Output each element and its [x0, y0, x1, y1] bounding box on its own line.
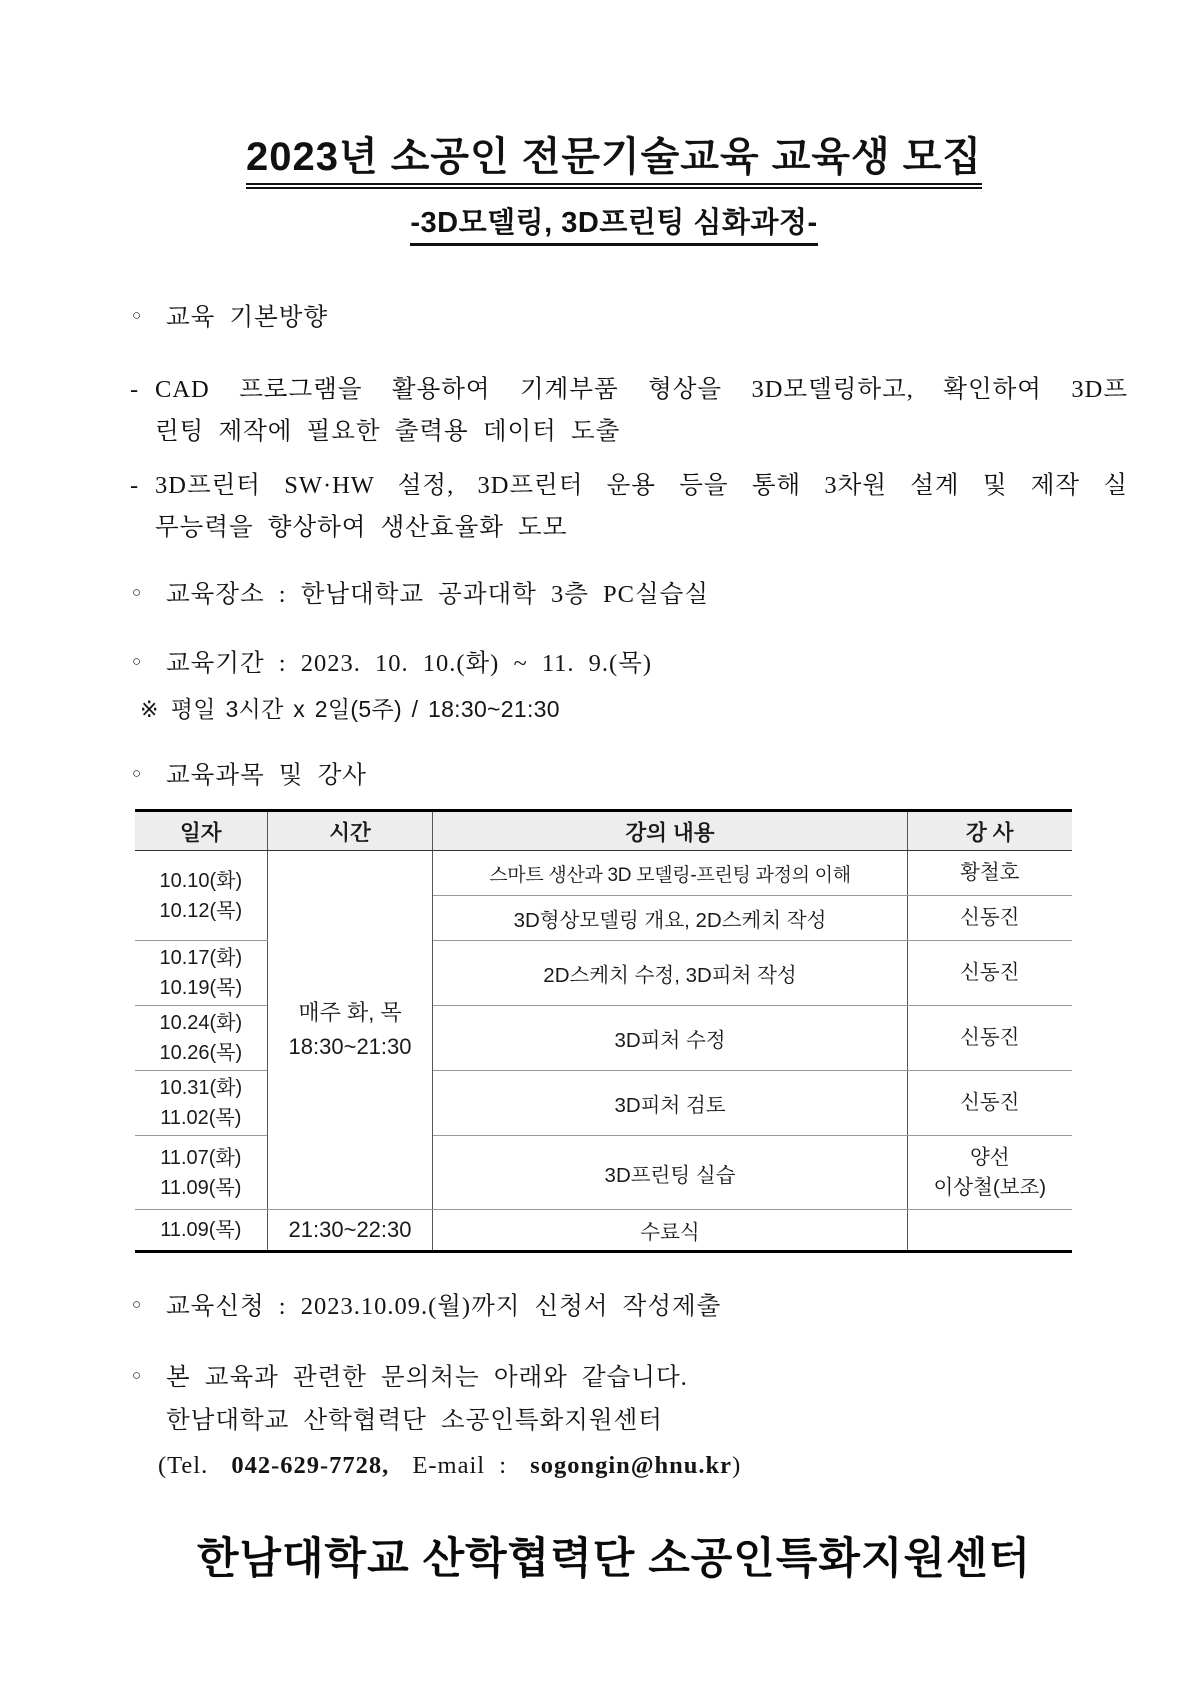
header-date: 일자: [135, 811, 267, 851]
instructor-cell: [907, 1136, 1072, 1210]
instructor-cell: 신동진: [907, 1071, 1072, 1136]
instructor-cell: 신동진: [907, 941, 1072, 1006]
section-direction-label: 교육 기본방향: [166, 304, 329, 332]
header-content: 강의 내용: [433, 811, 907, 851]
lecture-content-cell: 3D피처 수정: [433, 1006, 907, 1071]
section-curriculum-heading: [128, 760, 1100, 791]
email-label: E-mail :: [412, 1452, 508, 1480]
time-line: 18:30~21:30: [288, 1034, 412, 1060]
section-contact: [128, 1362, 1100, 1393]
instructor-cell: 신동진: [907, 896, 1072, 941]
circle-bullet: ○: [132, 308, 143, 325]
date-cell-group-3: [135, 1006, 267, 1071]
circle-bullet: ○: [132, 585, 143, 602]
instructor-line: 양선: [969, 1146, 1010, 1170]
circle-bullet: ○: [132, 654, 143, 671]
document-title: 2023년 소공인 전문기술교육 교육생 모집: [246, 134, 982, 189]
instructor-cell: 신동진: [907, 1006, 1072, 1071]
date-line: 10.24(화): [159, 1012, 243, 1035]
circle-bullet: ○: [132, 1368, 143, 1385]
lecture-content-cell: 3D피처 검토: [433, 1071, 907, 1136]
date-cell-group-1: [135, 851, 267, 941]
curriculum-table: [135, 809, 1072, 1253]
table-header-row: [135, 811, 1072, 851]
curriculum-label: 교육과목 및 강사: [166, 762, 367, 790]
date-line: 10.12(목): [159, 899, 243, 922]
direction-item-1: [128, 369, 1128, 453]
period-note-text: 평일 3시간 x 2일(5주) / 18:30~21:30: [170, 696, 560, 723]
email-address: sogongin@hnu.kr: [530, 1452, 733, 1480]
table-row: [135, 851, 1072, 896]
date-line: 10.26(목): [159, 1042, 243, 1065]
direction-item-2: [128, 465, 1128, 549]
tel-label: (Tel.: [158, 1452, 209, 1480]
apply-text: 교육신청 : 2023.10.09.(월)까지 신청서 작성제출: [166, 1293, 722, 1321]
date-cell-group-4: [135, 1071, 267, 1136]
section-location: [128, 579, 1100, 610]
period-note: [128, 695, 1100, 724]
date-cell-group-5: [135, 1136, 267, 1210]
dash-bullet: -: [130, 472, 139, 500]
contact-intro-text: 본 교육과 관련한 문의처는 아래와 같습니다.: [166, 1364, 688, 1392]
date-line: 11.02(목): [160, 1107, 242, 1130]
document-subtitle: -3D모델링, 3D프린팅 심화과정-: [410, 207, 817, 246]
time-cell-final: 21:30~22:30: [267, 1210, 433, 1252]
lecture-content-cell: 2D스케치 수정, 3D피처 작성: [433, 941, 907, 1006]
lecture-content-cell: 수료식: [433, 1210, 907, 1252]
date-cell-final: 11.09(목): [135, 1210, 267, 1252]
tel-number: 042-629-7728,: [231, 1452, 390, 1480]
contact-tel-line: [128, 1450, 1100, 1481]
lecture-content-cell: 3D프린팅 실습: [433, 1136, 907, 1210]
circle-bullet: ○: [132, 1297, 143, 1314]
date-line: 10.10(화): [159, 869, 243, 892]
instructor-cell: [907, 1210, 1072, 1252]
lecture-content-cell: 스마트 생산과 3D 모델링-프린팅 과정의 이해: [433, 851, 907, 896]
header-instructor: 강 사: [907, 811, 1072, 851]
contact-org-line: 한남대학교 산학협력단 소공인특화지원센터: [166, 1407, 663, 1435]
section-direction-heading: [128, 302, 1100, 333]
date-line: 10.19(목): [159, 977, 243, 1000]
direction-item-2-line-1: 3D프린터 SW·HW 설정, 3D프린터 운용 등을 통해 3차원 설계 및 제작 실: [155, 472, 1128, 500]
time-cell-merged: [267, 851, 433, 1210]
section-apply: [128, 1291, 1100, 1322]
tel-close-paren: ): [732, 1452, 742, 1480]
date-cell-group-2: [135, 941, 267, 1006]
reference-mark-icon: ※: [140, 697, 159, 723]
instructor-assist-line: 이상철(보조): [933, 1175, 1047, 1199]
date-line: 11.09(목): [160, 1176, 242, 1199]
date-line: 11.07(화): [160, 1146, 242, 1169]
section-period: [128, 648, 1100, 679]
period-text: 교육기간 : 2023. 10. 10.(화) ~ 11. 9.(목): [166, 650, 653, 678]
lecture-content-cell: 3D형상모델링 개요, 2D스케치 작성: [433, 896, 907, 941]
circle-bullet: ○: [132, 766, 143, 783]
direction-item-2-line-2: 무능력을 향상하여 생산효율화 도모: [155, 514, 568, 542]
direction-item-1-line-1: CAD 프로그램을 활용하여 기계부품 형상을 3D모델링하고, 확인하여 3D프: [155, 376, 1129, 404]
header-time: 시간: [267, 811, 433, 851]
instructor-cell: 황철호: [907, 851, 1072, 896]
location-text: 교육장소 : 한남대학교 공과대학 3층 PC실습실: [166, 581, 709, 609]
date-line: 10.17(화): [159, 947, 243, 970]
dash-bullet: -: [130, 376, 139, 404]
direction-item-1-line-2: 린팅 제작에 필요한 출력용 데이터 도출: [155, 418, 621, 446]
date-line: 10.31(화): [159, 1077, 243, 1100]
time-line: 매주 화, 목: [298, 1000, 402, 1026]
table-row: [135, 1210, 1072, 1252]
footer-organization: 한남대학교 산학협력단 소공인특화지원센터: [196, 1535, 1032, 1584]
